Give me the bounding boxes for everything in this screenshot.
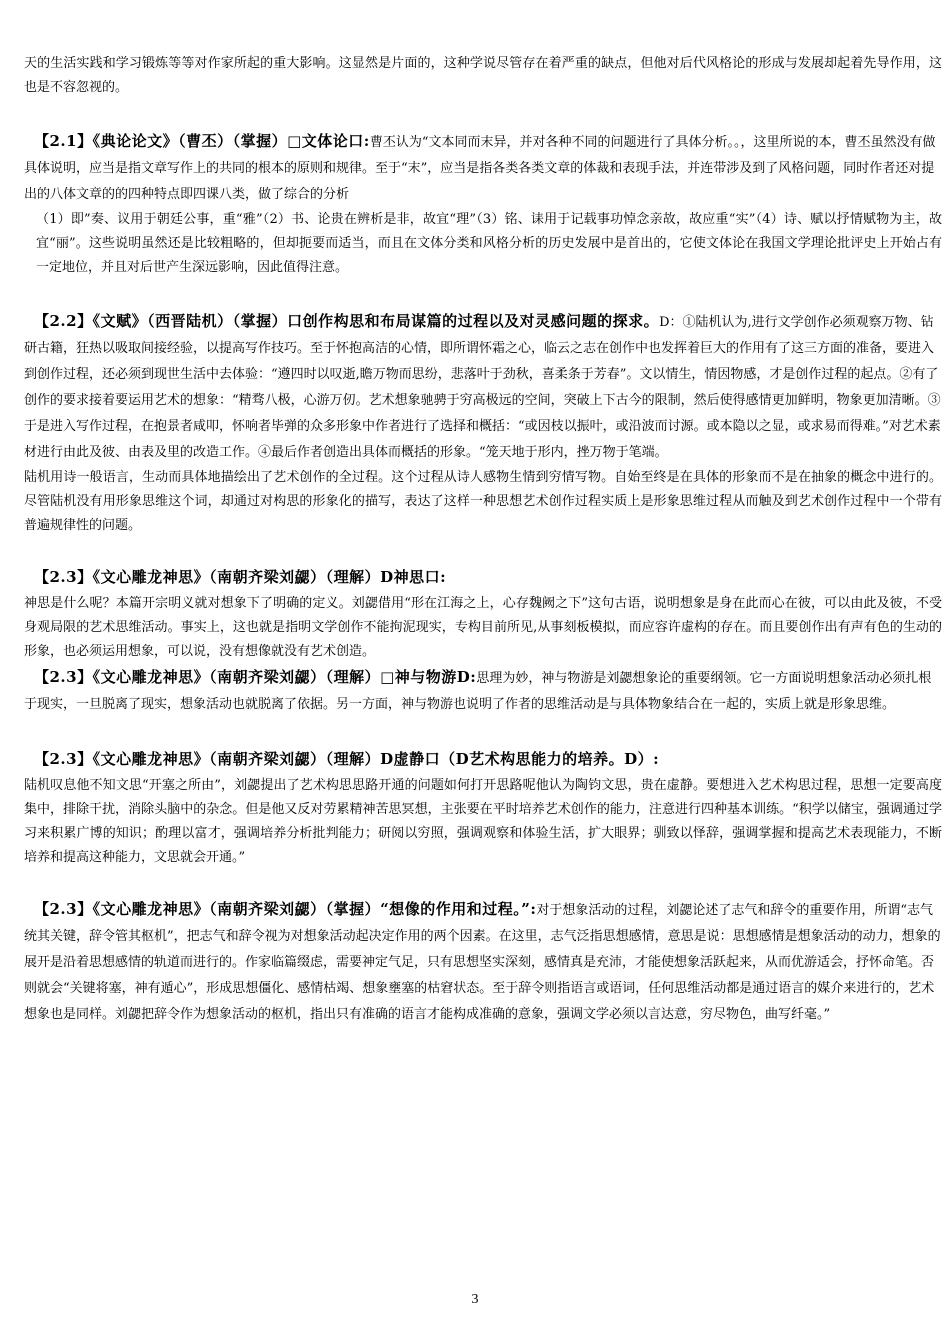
section-2-3-shensi	[24, 564, 942, 664]
section-2-1-body: 曹丕认为“文本同而末异，并对各种不同的问题进行了具体分析。。，这里所说的本，曹丕虽然没有做具体说明，应当是指文章写作上的共同的根本的原则和规律。至于“末”，应当是指各类各类文章的体裁和表现手法，并连带涉及到了风格问题，同时作者还对提出的八体文章的的四种特点即四课八类，做了综合的分析	[24, 135, 936, 202]
section-2-3-xiangxiang	[24, 896, 942, 1028]
section-2-3-shenyuwuyou	[24, 664, 942, 718]
section-2-2-title: 【2.2】《文赋》（西晋陆机）（掌握）口创作构思和布局谋篇的过程以及对灵感问题的探求。	[34, 312, 660, 330]
section-2-2	[24, 308, 942, 538]
section-2-2-body: D：①陆机认为,进行文学创作必须观察万物、钻研古籍，狂热以吸取间接经验，以提高写作技巧。至于怀抱高洁的心情，即所谓怀霜之心，临云之志在创作中也发挥着巨大的作用有了这三方面的准备，要进入到创作过程，还必须到现世生活中去体验：“遵四时以叹逝,瞻万物而思纷，悲落叶于劲秋，喜柔条于芳春”。文以情生，情因物感，才是创作过程的起点。②有了创作的要求接着要运用艺术的想象：“精骛八极，心游万仞。艺术想象驰骋于穷高极远的空间，突破上下古今的限制，然后使得感情更加鲜明，物象更加清晰。③于是进入写作过程，在抱景者咸叩，怀响者毕弹的众多形象中作者进行了选择和概括：“或因枝以振叶，或沿波而讨源。或本隐以之显，或求易而得难。”对艺术素材进行由此及彼、由表及里的改造工作。④最后作者创造出具体而概括的形象。“笼天地于形内，挫万物于笔端。	[24, 315, 941, 460]
intro-paragraph: 天的生活实践和学习锻炼等等对作家所起的重大影响。这显然是片面的，这种学说尽管存在着严重的缺点，但他对后代风格论的形成与发展却起着先导作用，这也是不容忽视的。	[24, 56, 942, 95]
document-page	[24, 52, 942, 1028]
section-2-3-shensi-body: 神思是什么呢？本篇开宗明义就对想象下了明确的定义。刘勰借用“形在江海之上，心存魏阙之下”这句古语，说明想象是身在此而心在彼，可以由此及彼，不受身观局限的艺术思维活动。事实上，这也就是指明文学创作不能拘泥现实，专构目前所见,从事刻板模拟，而应容许虚构的存在。而且要创作出有声有色的生动的形象，也必须运用想象，可以说，没有想像就没有艺术创造。	[24, 596, 942, 659]
page-number: 3	[471, 1292, 479, 1307]
section-2-3-xujing-title: 【2.3】《文心雕龙神思》（南朝齐梁刘勰）（理解）D虚静口（D艺术构思能力的培养。D）:	[34, 750, 660, 768]
section-2-1-title: 【2.1】《典论论文》（曹丕）（掌握）□文体论口:	[34, 132, 370, 150]
section-2-3-shenyuwuyou-title: 【2.3】《文心雕龙神思》（南朝齐梁刘勰）（理解）□神与物游D:	[34, 668, 477, 686]
section-2-1	[24, 128, 942, 280]
section-2-2-paragraph: 陆机用诗一般语言，生动而具体地描绘出了艺术创作的全过程。这个过程从诗人感物生情到穷情写物。自始至终是在具体的形象而不是在抽象的概念中进行的。尽管陆机没有用形象思维这个词，却通过对构思的形象化的描写，表达了这样一种思想艺术创作过程实质上是形象思维过程从而触及到艺术创作过程中一个带有普遍规律性的问题。	[24, 470, 942, 533]
section-2-3-xujing	[24, 746, 942, 870]
section-2-1-paragraph: （1）即”奏、议用于朝廷公事，重“雅”（2）书、论贵在辨析是非，故宜“理”（3）铭、诔用于记载事功悼念亲故，故应重“实”（4）诗、赋以抒情赋物为主，故宜“丽”。这些说明虽然还是比较粗略的，但却扼要而适当，而且在文体分类和风格分析的历史发展中是首出的，它使文体论在我国文学理论批评史上开始占有一定地位，并且对后世产生深远影响，因此值得注意。	[36, 212, 942, 275]
section-2-3-shensi-title: 【2.3】《文心雕龙神思》（南朝齐梁刘勰）（理解）D神思口:	[34, 568, 447, 586]
section-2-3-shenyuwuyou-body: 思理为妙，神与物游是刘勰想象论的重要纲领。它一方面说明想象活动必须扎根于现实，一旦脱离了现实，想象活动也就脱离了依据。另一方面，神与物游也说明了作者的思维活动是与具体物象结合在一起的，实质上就是形象思维。	[24, 671, 932, 712]
section-2-3-xiangxiang-title: 【2.3】《文心雕龙神思》（南朝齐梁刘勰）（掌握）“想像的作用和过程。”:	[34, 900, 537, 918]
section-2-3-xujing-body: 陆机叹息他不知文思“开塞之所由”，刘勰提出了艺术构思思路开通的问题如何打开思路呢他认为陶钧文思，贵在虚静。要想进入艺术构思过程，思想一定要高度集中，排除干扰，消除头脑中的杂念。但是他又反对劳累精神苦思冥想，主张要在平时培养艺术创作的能力，注意进行四种基本训练。“积学以储宝，强调通过学习来积累广博的知识；酌理以富才，强调培养分析批判能力；研阅以穷照，强调观察和体验生活，扩大眼界；驯致以怿辞，强调掌握和提高艺术表现能力，不断培养和提高这种能力，文思就会开通。”	[24, 778, 942, 865]
section-2-3-xiangxiang-body: 对于想象活动的过程，刘勰论述了志气和辞令的重要作用，所谓“志气统其关键，辞令管其枢机”，把志气和辞令视为对想象活动起决定作用的两个因素。在这里，志气泛指思想感情，意思是说：思想感情是想象活动的动力，想象的展开是沿着思想感情的轨道而进行的。作家临篇缀虑，需要神定气足，只有思想坚实深刻，感情真是充沛，才能使想象活跃起来，从而优游适会，抒怀命笔。否则就会“关键将塞，神有遁心”，形成思想僵化、感情枯竭、想象壅塞的枯窘状态。至于辞令则指语言或语词，任何思维活动都是通过语言的媒介来进行的，艺术想象也是同样。刘勰把辞令作为想象活动的枢机，指出只有准确的语言才能构成准确的意象，强调文学必须以言达意，穷尽物色，曲写纤毫。”	[24, 903, 941, 1022]
